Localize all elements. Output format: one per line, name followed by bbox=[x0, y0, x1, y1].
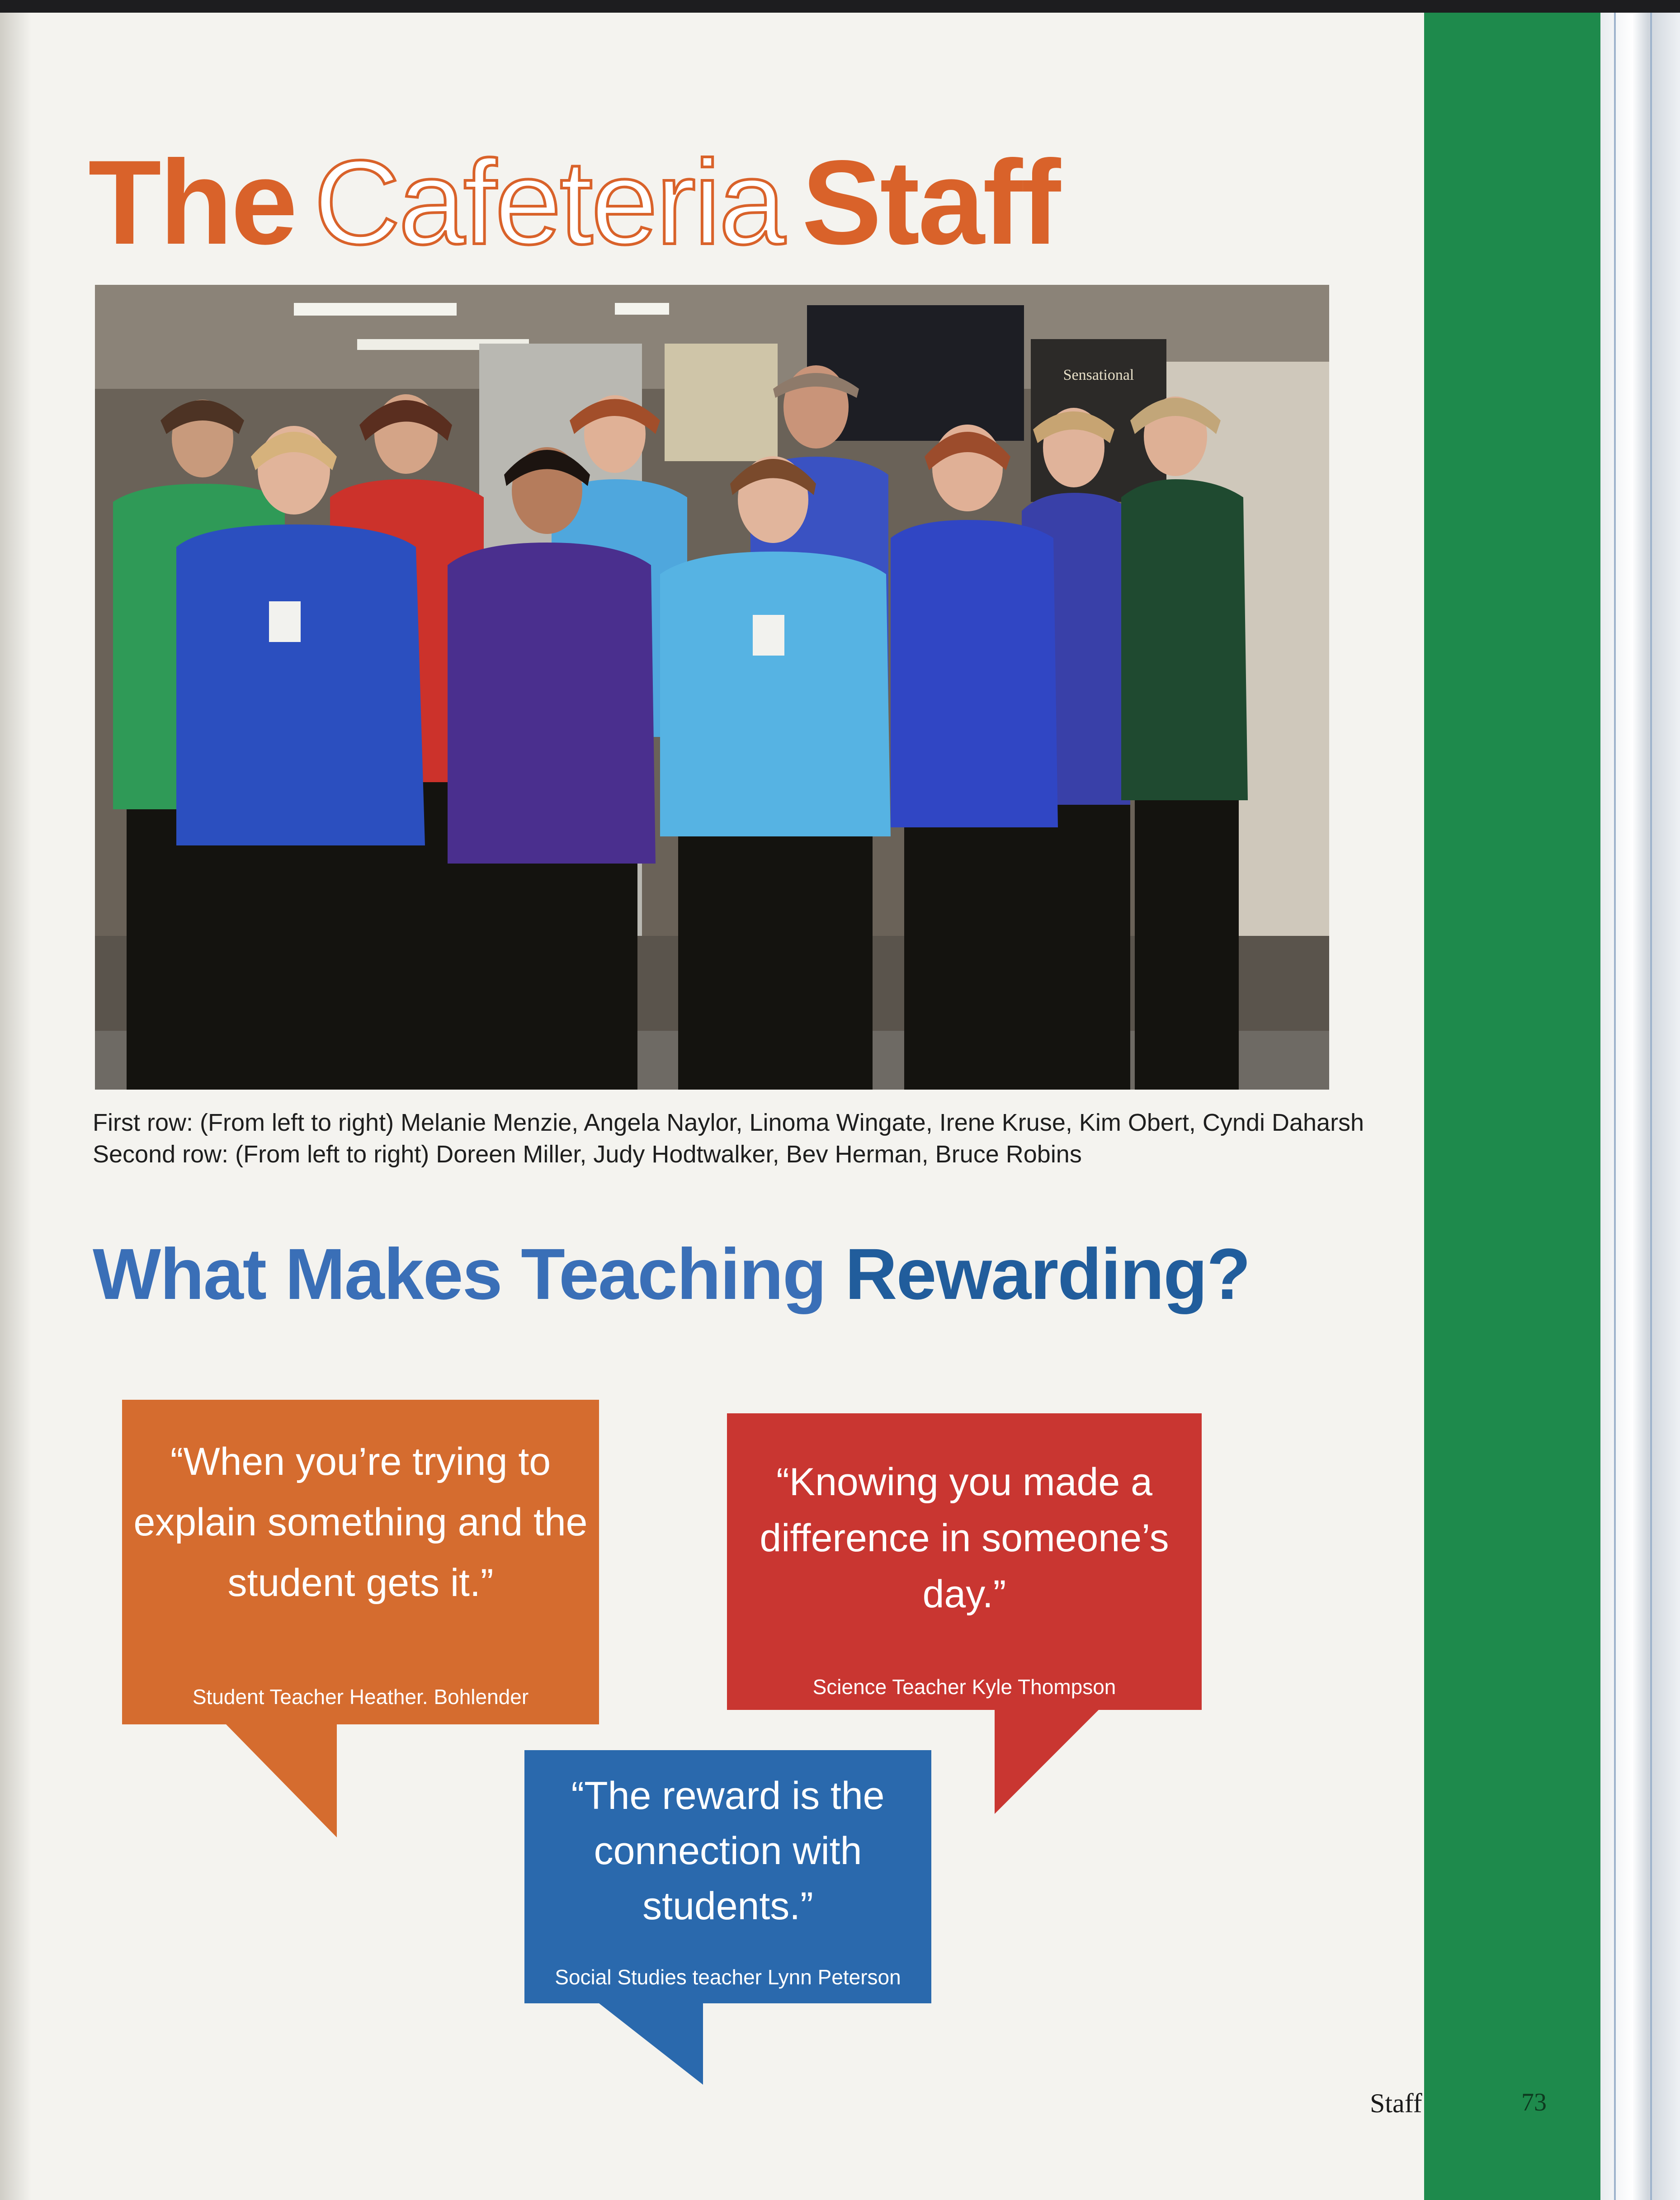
caption-second-row: Second row: (From left to right) Doreen Miller, Judy Hodtwalker, Bev Herman, Bruce Robins bbox=[93, 1141, 1082, 1168]
quote-bubble-orange bbox=[122, 1400, 599, 1724]
quote-attribution: Student Teacher Heather. Bohlender bbox=[192, 1685, 529, 1709]
quote-bubble-blue bbox=[524, 1750, 931, 2003]
footer-section-label: Staff bbox=[1370, 2088, 1422, 2118]
quote-text: “When you’re trying to explain something and the student gets it.” bbox=[133, 1440, 588, 1605]
heading-part-1: What Makes Teaching bbox=[93, 1233, 826, 1314]
caption-first-row: First row: (From left to right) Melanie Menzie, Angela Naylor, Linoma Wingate, Irene Kruse, Kim Obert, Cyndi Daharsh bbox=[93, 1109, 1364, 1136]
quote-attribution: Science Teacher Kyle Thompson bbox=[812, 1675, 1116, 1699]
quote-bubble-tail bbox=[995, 1710, 1099, 1814]
quote-bubble-tail bbox=[599, 2003, 703, 2085]
wall-poster-text: Sensational bbox=[1063, 367, 1134, 383]
staff-group-photo bbox=[95, 285, 1329, 1090]
page-edge bbox=[1600, 13, 1680, 2200]
yearbook-page bbox=[0, 13, 1680, 2200]
quote-bubble-red bbox=[727, 1413, 1202, 1710]
heading-part-2: Rewarding? bbox=[845, 1233, 1250, 1314]
side-color-band bbox=[1424, 13, 1600, 2200]
photo-caption bbox=[93, 1107, 1381, 1170]
quote-attribution: Social Studies teacher Lynn Peterson bbox=[555, 1965, 901, 1989]
quote-text: “The reward is the connection with students.” bbox=[571, 1774, 885, 1928]
binding-shadow bbox=[0, 13, 32, 2200]
title-cafeteria: Cafeteria bbox=[314, 136, 784, 269]
quote-bubble-tail bbox=[226, 1724, 337, 1837]
section-heading bbox=[93, 1233, 1381, 1315]
staff-photo-illustration bbox=[95, 285, 1329, 1090]
quote-text: “Knowing you made a difference in someone’s day.” bbox=[760, 1460, 1169, 1616]
title-the: The bbox=[88, 136, 296, 269]
title-staff: Staff bbox=[802, 136, 1059, 269]
person-back-6 bbox=[1121, 397, 1248, 1090]
page-number: 73 bbox=[1521, 2088, 1547, 2116]
page-title bbox=[88, 135, 1336, 270]
